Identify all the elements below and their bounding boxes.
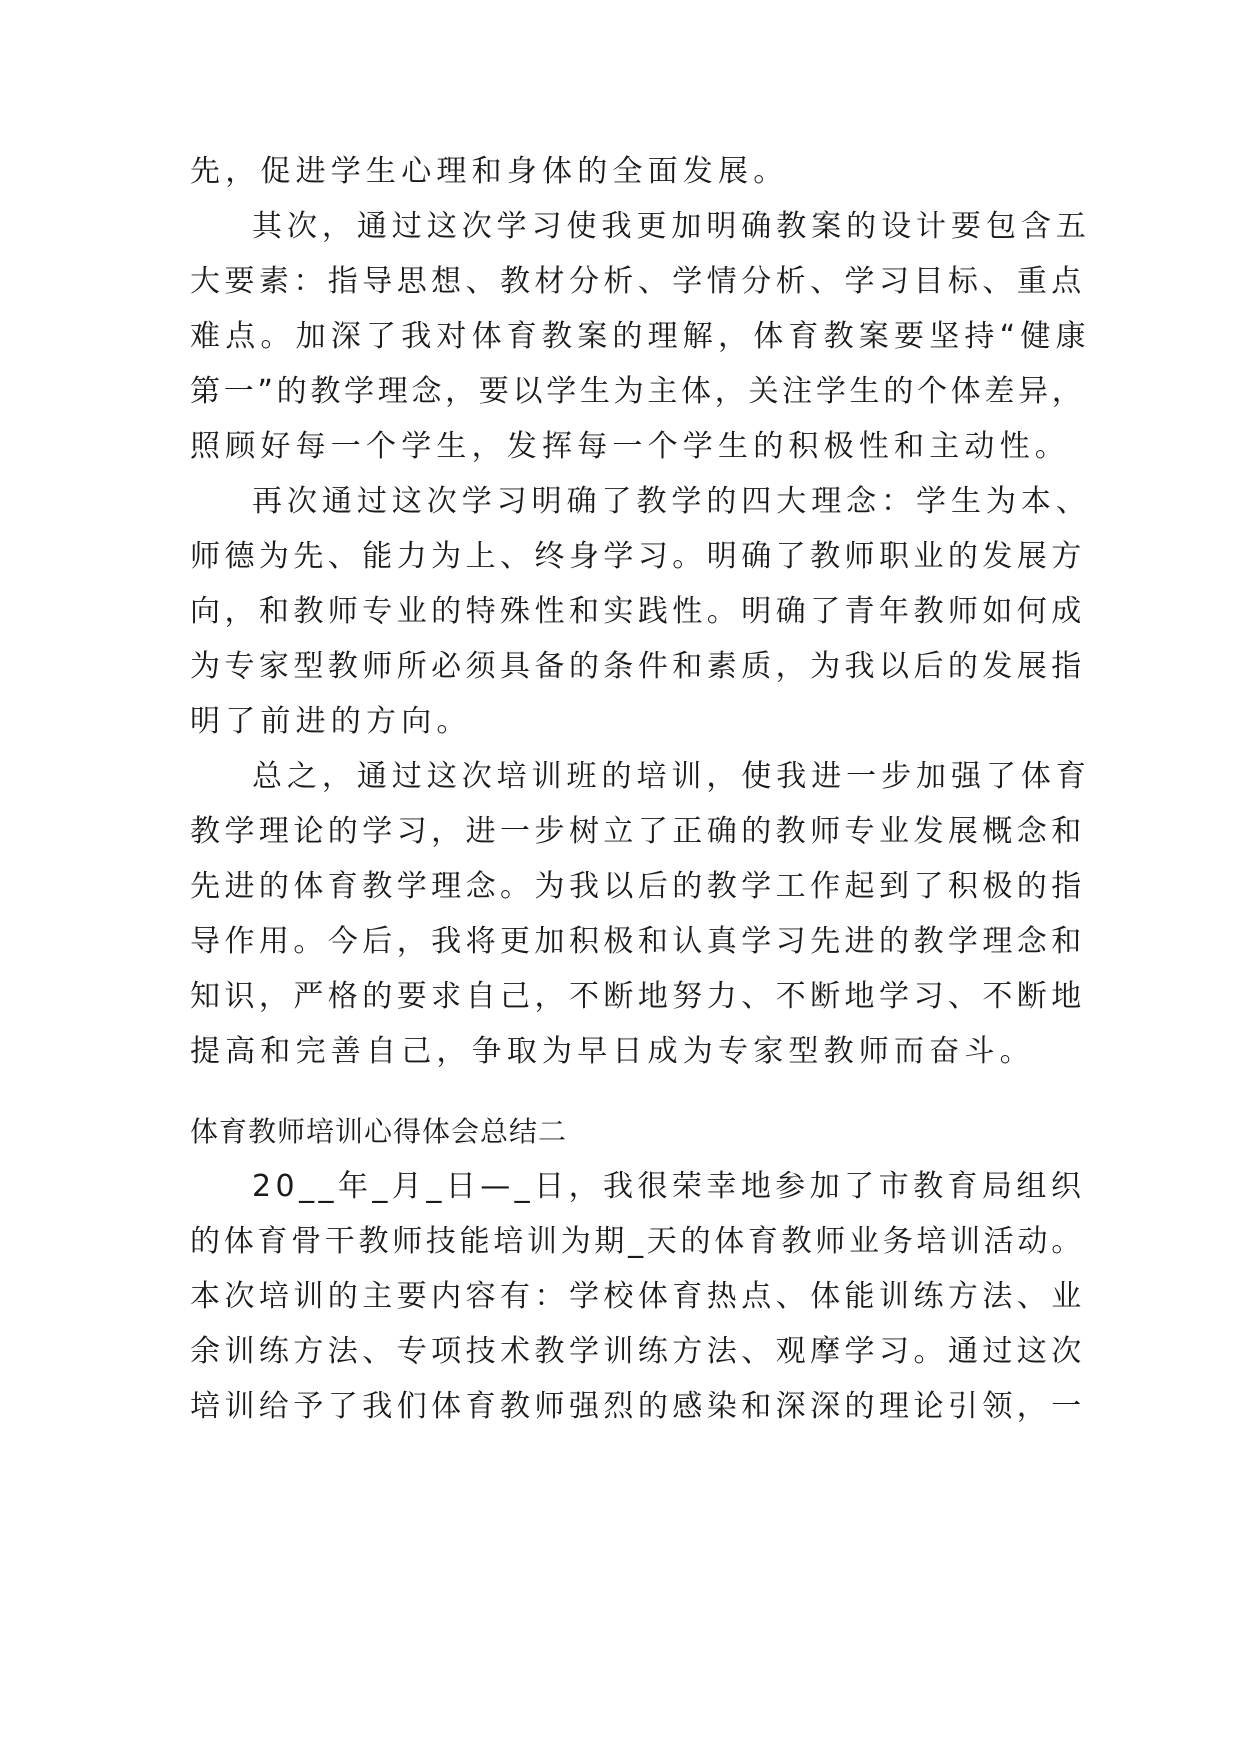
text-line: 本次培训的主要内容有：学校体育热点、体能训练方法、业 bbox=[190, 1279, 1086, 1314]
text-line: 明了前进的方向。 bbox=[190, 704, 472, 739]
text-line: 为专家型教师所必须具备的条件和素质，为我以后的发展指 bbox=[190, 649, 1086, 684]
text-line: 导作用。今后，我将更加积极和认真学习先进的教学理念和 bbox=[190, 924, 1086, 959]
text-line: 的体育骨干教师技能培训为期_天的体育教师业务培训活动。 bbox=[190, 1224, 1085, 1259]
paragraph-first-line: 再次通过这次学习明确了教学的四大理念：学生为本、 bbox=[252, 484, 1091, 519]
paragraph-first-line: 其次，通过这次学习使我更加明确教案的设计要包含五 bbox=[252, 209, 1091, 244]
text-line: 大要素：指导思想、教材分析、学情分析、学习目标、重点 bbox=[190, 264, 1086, 299]
text-line: 余训练方法、专项技术教学训练方法、观摩学习。通过这次 bbox=[190, 1334, 1086, 1369]
text-line: 向，和教师专业的特殊性和实践性。明确了青年教师如何成 bbox=[190, 594, 1086, 629]
paragraph-first-line: 总之，通过这次培训班的培训，使我进一步加强了体育 bbox=[252, 759, 1091, 794]
text-line: 提高和完善自己，争取为早日成为专家型教师而奋斗。 bbox=[190, 1034, 1035, 1069]
text-line: 第一”的教学理念，要以学生为主体，关注学生的个体差异， bbox=[190, 374, 1086, 409]
text-line: 先，促进学生心理和身体的全面发展。 bbox=[190, 154, 789, 189]
paragraph-first-line: 20__年_月_日—_日，我很荣幸地参加了市教育局组织 bbox=[252, 1169, 1086, 1204]
text-line: 师德为先、能力为上、终身学习。明确了教师职业的发展方 bbox=[190, 539, 1086, 574]
text-line: 知识，严格的要求自己，不断地努力、不断地学习、不断地 bbox=[190, 979, 1086, 1014]
text-line: 培训给予了我们体育教师强烈的感染和深深的理论引领，一 bbox=[190, 1389, 1086, 1424]
text-line: 先进的体育教学理念。为我以后的教学工作起到了积极的指 bbox=[190, 869, 1086, 904]
section-heading: 体育教师培训心得体会总结二 bbox=[190, 1115, 568, 1148]
text-line: 照顾好每一个学生，发挥每一个学生的积极性和主动性。 bbox=[190, 429, 1070, 464]
text-line: 难点。加深了我对体育教案的理解，体育教案要坚持“健康 bbox=[190, 319, 1091, 354]
text-line: 教学理论的学习，进一步树立了正确的教师专业发展概念和 bbox=[190, 814, 1086, 849]
